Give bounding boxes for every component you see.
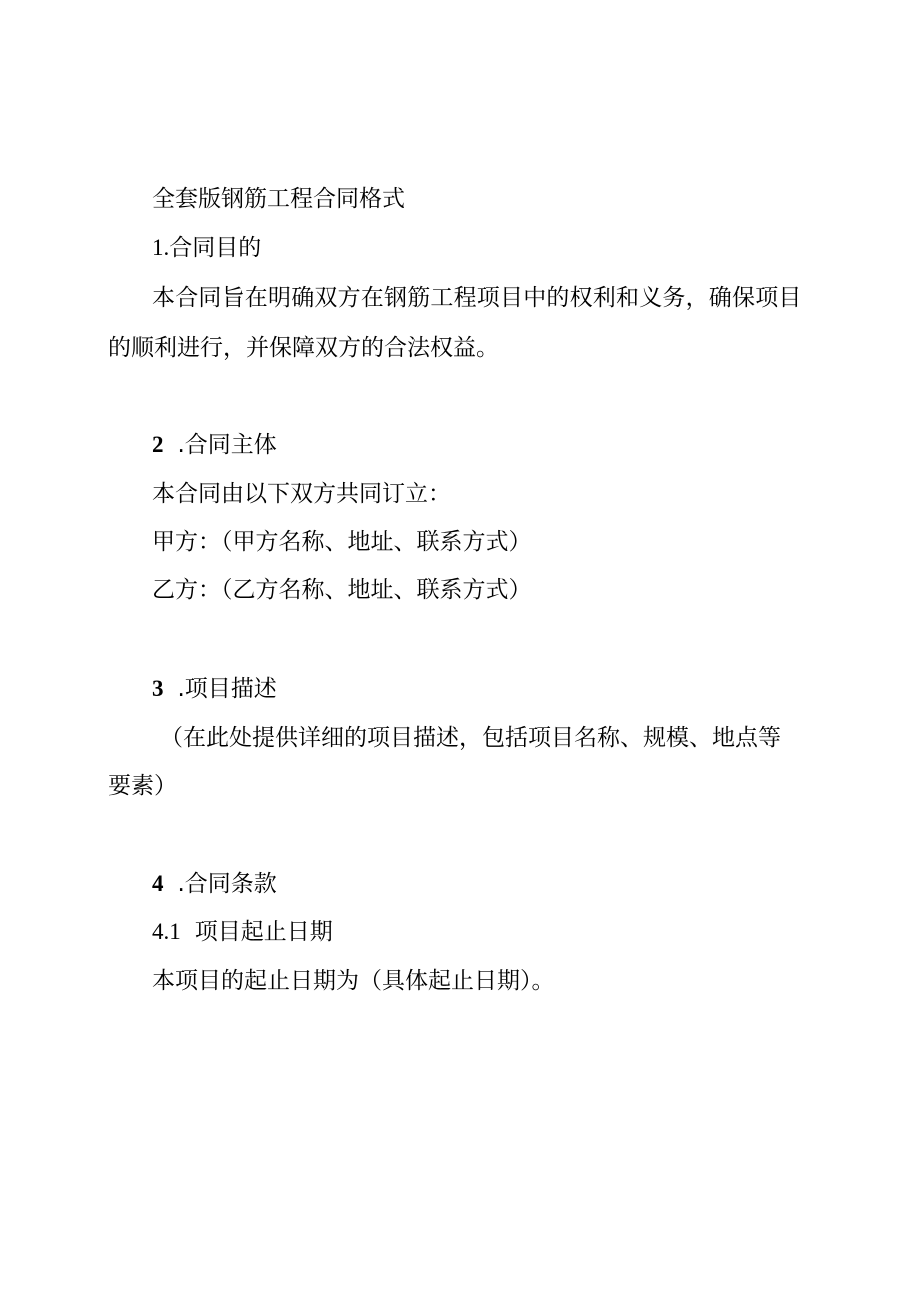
section-1-paragraph-line-2: 的顺利进行，并保障双方的合法权益。 (108, 335, 499, 361)
party-a-line: 甲方：（甲方名称、地址、联系方式） (152, 529, 532, 555)
section-3-title: .项目描述 (177, 676, 277, 702)
section-4-title: .合同条款 (177, 871, 277, 897)
section-3-paragraph-line-2: 要素） (108, 773, 177, 799)
section-1-paragraph-line-1: 本合同旨在明确双方在钢筋工程项目中的权利和义务，确保项目 (152, 285, 802, 311)
section-3-heading (152, 674, 277, 704)
section-1-number: 1. (152, 235, 170, 260)
section-1-heading (152, 233, 261, 263)
section-2-number: 2 (152, 432, 164, 457)
section-3-number: 3 (152, 676, 164, 701)
party-b-line: 乙方：（乙方名称、地址、联系方式） (152, 577, 532, 603)
section-4-number: 4 (152, 871, 164, 896)
section-2-title: .合同主体 (177, 432, 277, 458)
section-2-intro: 本合同由以下双方共同订立： (152, 481, 451, 507)
subsection-4-1-number: 4.1 (152, 919, 181, 944)
subsection-4-1-title: 项目起止日期 (194, 919, 333, 945)
section-3-paragraph-line-1: （在此处提供详细的项目描述，包括项目名称、规模、地点等 (160, 725, 781, 751)
subsection-4-1-heading (152, 917, 333, 947)
section-1-title: 合同目的 (169, 235, 262, 261)
section-4-heading (152, 869, 277, 899)
document-title: 全套版钢筋工程合同格式 (152, 186, 405, 212)
subsection-4-1-paragraph: 本项目的起止日期为（具体起止日期）。 (152, 968, 555, 994)
section-2-heading (152, 430, 277, 460)
